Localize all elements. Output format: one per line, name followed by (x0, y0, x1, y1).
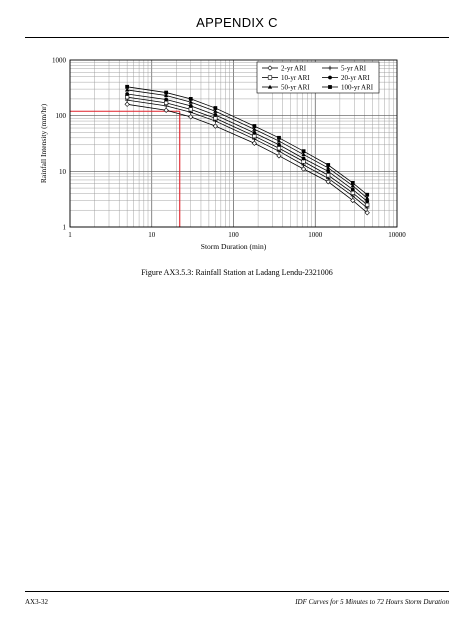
data-point (164, 101, 168, 105)
data-point (125, 85, 129, 89)
data-point (351, 191, 355, 195)
data-point (189, 97, 193, 101)
series-line (127, 90, 367, 198)
legend-label: 2-yr ARI (281, 64, 307, 73)
legend-label: 10-yr ARI (281, 74, 310, 82)
data-point (125, 102, 129, 106)
data-point (213, 124, 217, 128)
series-line (127, 104, 367, 212)
y-tick-label: 1 (62, 223, 66, 232)
series-line (127, 97, 367, 205)
footer-rule (25, 591, 449, 592)
header-rule (25, 37, 449, 38)
data-point (164, 108, 168, 112)
page-header: APPENDIX C (196, 15, 278, 30)
y-tick-label: 1000 (52, 56, 66, 65)
figure-caption: Figure AX3.5.3: Rainfall Station at Ladang Lendu-2321006 (141, 268, 333, 277)
data-point (125, 92, 129, 96)
data-point (189, 104, 193, 108)
legend-label: 20-yr ARI (341, 74, 370, 82)
data-point (252, 124, 256, 128)
page-number: AX3-32 (25, 598, 48, 606)
annotation-lines (70, 111, 180, 227)
data-point (277, 136, 281, 140)
data-point (326, 169, 330, 173)
data-point (189, 108, 193, 112)
x-tick-label: 10000 (388, 231, 406, 239)
data-point (301, 167, 305, 171)
y-tick-label: 100 (55, 112, 66, 121)
legend-marker (328, 76, 332, 80)
data-point (351, 188, 355, 192)
series-line (127, 87, 367, 195)
legend-marker (328, 85, 332, 89)
y-axis-label: Rainfall Intensity (mm/hr) (39, 103, 48, 184)
data-point (164, 91, 168, 95)
data-point (326, 173, 330, 177)
footer-title: IDF Curves for 5 Minutes to 72 Hours Storm Duration (295, 598, 449, 606)
data-point (277, 146, 281, 150)
x-tick-label: 10 (148, 231, 156, 239)
x-axis-label: Storm Duration (min) (200, 242, 267, 251)
legend-label: 100-yr ARI (341, 83, 374, 92)
data-point (302, 157, 306, 161)
data-point (351, 181, 355, 185)
y-tick-label: 10 (59, 167, 66, 176)
data-point (164, 98, 168, 102)
legend-label: 50-yr ARI (281, 83, 310, 92)
x-tick-label: 100 (228, 231, 239, 239)
data-point (213, 106, 217, 110)
idf-chart (0, 40, 474, 265)
data-point (277, 143, 281, 147)
legend-marker (268, 76, 272, 80)
data-point (277, 154, 281, 158)
data-point (213, 113, 217, 117)
x-tick-label: 1000 (308, 231, 323, 239)
chart-series (125, 85, 369, 215)
data-point (252, 131, 256, 135)
chart-legend (257, 62, 379, 93)
series-line (127, 100, 367, 208)
data-point (365, 199, 369, 203)
data-point (326, 163, 330, 167)
data-point (214, 116, 218, 120)
data-point (302, 149, 306, 153)
x-tick-label: 1 (68, 231, 72, 239)
legend-label: 5-yr ARI (341, 64, 367, 73)
data-point (365, 193, 369, 197)
data-point (365, 203, 369, 207)
